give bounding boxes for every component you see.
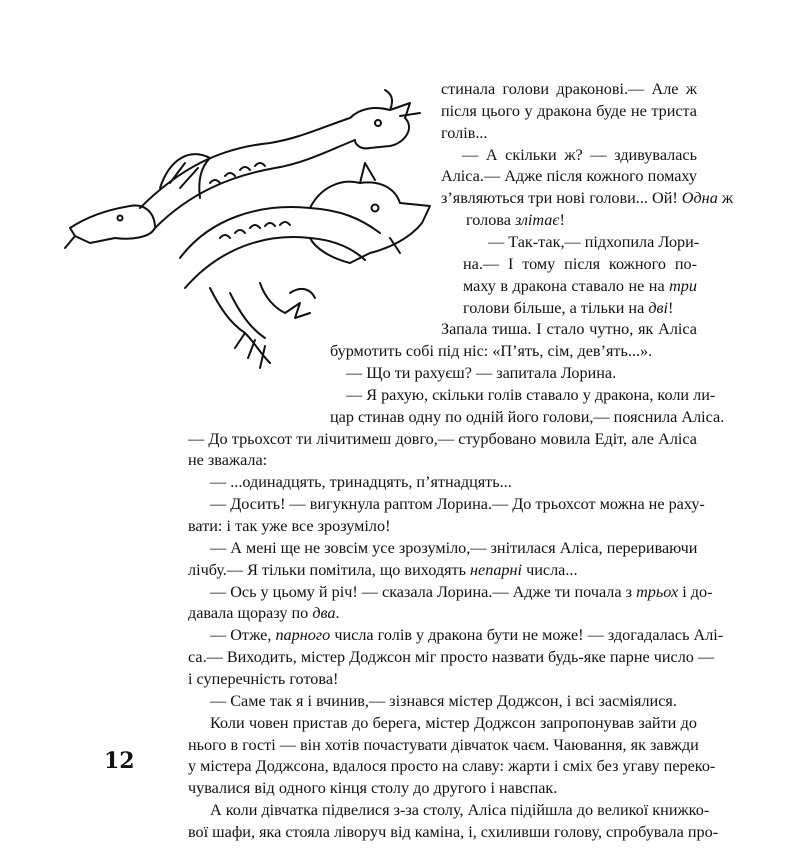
italic-word: непарні bbox=[470, 560, 523, 579]
italic-word: злітає bbox=[514, 211, 560, 230]
text-line: вати: і так уже все зрозуміло! bbox=[188, 517, 391, 535]
text-line: — Ось у цьому й річ! — сказала Лорина.— Адже ти почала з трьох і до- bbox=[210, 582, 713, 601]
text-line: са.— Виходить, містер Доджсон міг просто назвати будь-яке парне число — bbox=[188, 648, 715, 667]
text-line: — Я рахую, скільки голів ставало у дракона, коли ли- bbox=[346, 385, 716, 404]
text-line: давала щоразу по два. bbox=[188, 604, 340, 623]
page-number: 12 bbox=[104, 748, 135, 774]
text-line: не зважала: bbox=[188, 451, 268, 470]
text-line: маху в дракона ставало не на три bbox=[463, 276, 697, 295]
text-line: голів... bbox=[441, 123, 488, 142]
text-line: — Що ти рахуєш? — запитала Лорина. bbox=[346, 364, 617, 383]
text-line: Коли човен пристав до берега, містер Доджсон запропонував зайти до bbox=[210, 713, 697, 732]
text-line: цар стинав одну по одній його голови,— пояснила Аліса. bbox=[330, 407, 725, 426]
text-line: і суперечність готова! bbox=[188, 669, 339, 688]
text-line: голови більше, а тільки на дві! bbox=[463, 298, 674, 317]
text-line: голова злітає! bbox=[466, 211, 565, 230]
text-line: на.— І тому після кожного по- bbox=[463, 254, 697, 273]
text-line: вої шафи, яка стояла ліворуч від каміна, і, схиливши голову, спробувала про- bbox=[188, 822, 719, 841]
italic-word: Одна bbox=[681, 189, 718, 208]
text-line: — Так-так,— підхопила Лори- bbox=[488, 232, 700, 251]
italic-word: парного bbox=[275, 626, 331, 645]
text-line: — Отже, парного числа голів у дракона бути не може! — здогадалась Алі- bbox=[210, 626, 724, 645]
italic-word: дві bbox=[648, 298, 669, 317]
text-line: — Досить! — вигукнула раптом Лорина.— До трьохсот можна не раху- bbox=[210, 495, 705, 514]
text-line: стинала голови драконові.— Але ж bbox=[441, 80, 697, 98]
text-line: — А мені ще не зовсім усе зрозуміло,— знітилася Аліса, перериваючи bbox=[210, 538, 698, 557]
text-line: — До трьохсот ти лічитимеш довго,— стурбовано мовила Едіт, але Аліса bbox=[188, 429, 697, 448]
italic-word: два bbox=[312, 604, 336, 623]
text-line: А коли дівчатка підвелися з-за столу, Аліса підійшла до великої книжко- bbox=[210, 801, 710, 820]
text-line: Запала тиша. І стало чутно, як Аліса bbox=[441, 320, 697, 339]
text-line: Аліса.— Адже після кожного помаху bbox=[441, 167, 697, 186]
text-line: — Саме так я і вчинив,— зізнався містер Доджсон, і всі засміялися. bbox=[210, 691, 677, 710]
text-line: у містера Доджсона, вдалося просто на славу: жарти і сміх без угаву переко- bbox=[188, 757, 716, 776]
text-line: лічбу.— Я тільки помітила, що виходять непарні числа... bbox=[188, 560, 578, 579]
text-line: бурмотить собі під ніс: «П’ять, сім, дев’ять...». bbox=[330, 342, 653, 361]
text-line: після цього у дракона буде не триста bbox=[441, 101, 697, 120]
text-line: чувалися від одного кінця столу до другого і навспак. bbox=[188, 779, 558, 798]
text-line: — А скільки ж? — здивувалась bbox=[462, 145, 697, 164]
text-line: з’являються три нові голови... Ой! Одна ж bbox=[441, 189, 734, 208]
text-line: нього в гості — він хотів почастувати дівчаток чаєм. Чаювання, як завжди bbox=[188, 735, 699, 754]
italic-word: трьох bbox=[636, 582, 679, 601]
dragon-illustration bbox=[60, 88, 440, 378]
italic-word: три bbox=[669, 276, 697, 295]
text-line: — ...одинадцять, тринадцять, п’ятнадцять... bbox=[210, 473, 512, 492]
